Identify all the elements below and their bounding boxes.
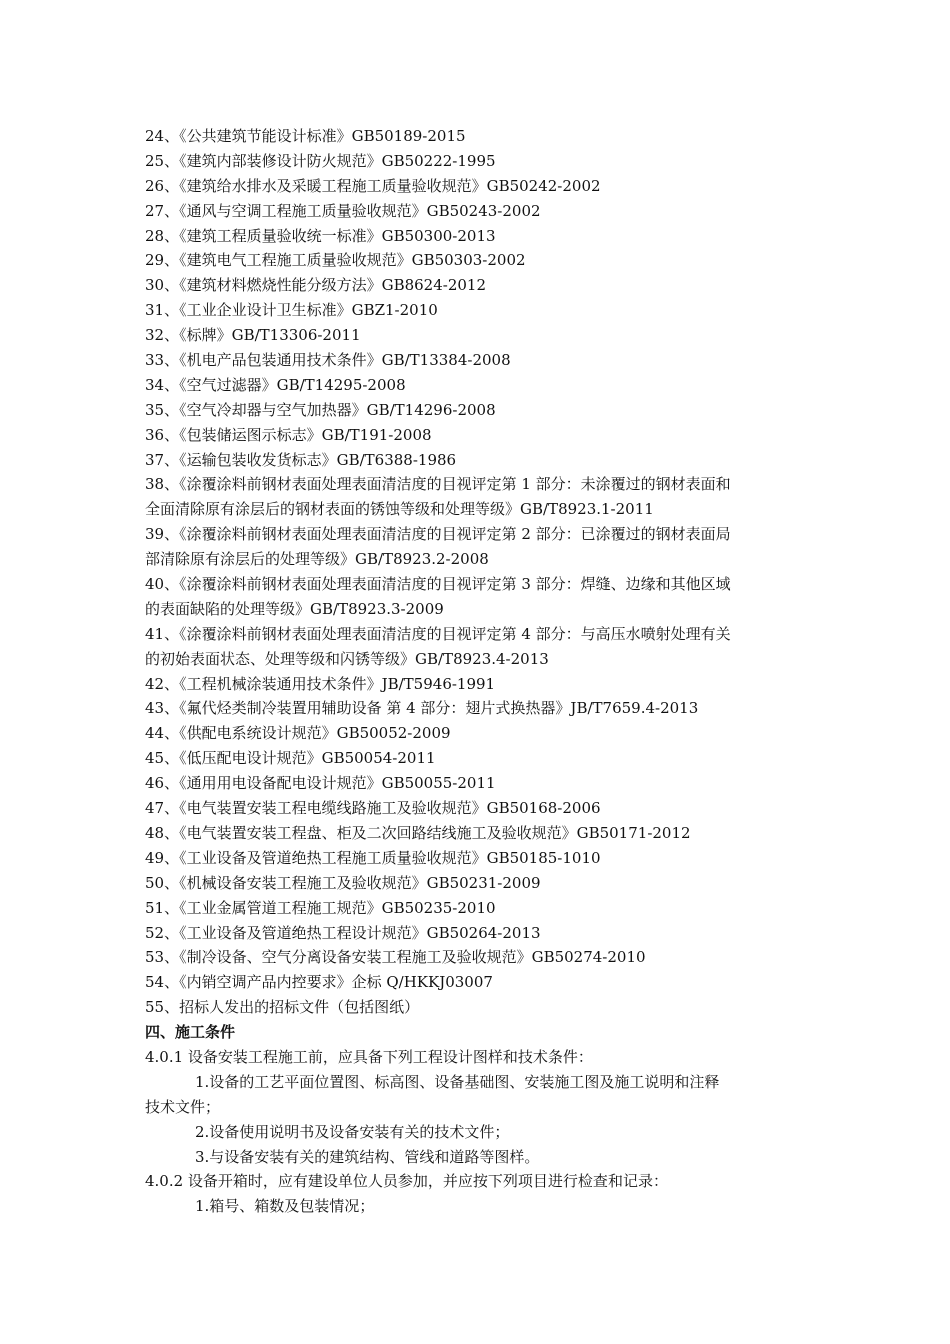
list-item: 42、《工程机械涂装通用技术条件》JB/T5946-1991 bbox=[145, 674, 496, 693]
list-item: 26、《建筑给水排水及采暖工程施工质量验收规范》GB50242-2002 bbox=[145, 176, 601, 195]
section-heading: 四、施工条件 bbox=[145, 1023, 236, 1042]
list-item: 51、《工业金属管道工程施工规范》GB50235-2010 bbox=[145, 898, 496, 917]
document-body bbox=[145, 124, 813, 1219]
list-item: 47、《电气装置安装工程电缆线路施工及验收规范》GB50168-2006 bbox=[145, 799, 601, 818]
list-item: 43、《氟代烃类制冷装置用辅助设备 第 4 部分：翅片式换热器》JB/T7659.4-2013 bbox=[145, 699, 699, 718]
clause-subitem: 1.设备的工艺平面位置图、标高图、设备基础图、安装施工图及施工说明和注释 bbox=[195, 1072, 720, 1091]
clause-subitem: 2.设备使用说明书及设备安装有关的技术文件； bbox=[195, 1122, 510, 1141]
list-item: 45、《低压配电设计规范》GB50054-2011 bbox=[145, 749, 436, 768]
list-item-continuation: 部清除原有涂层后的处理等级》GB/T8923.2-2008 bbox=[145, 550, 489, 569]
list-item-continuation: 的初始表面状态、处理等级和闪锈等级》GB/T8923.4-2013 bbox=[145, 649, 549, 668]
clause-text: 4.0.1 设备安装工程施工前，应具备下列工程设计图样和技术条件： bbox=[145, 1047, 593, 1066]
list-item: 48、《电气装置安装工程盘、柜及二次回路结线施工及验收规范》GB50171-2012 bbox=[145, 823, 691, 842]
list-item: 27、《通风与空调工程施工质量验收规范》GB50243-2002 bbox=[145, 201, 541, 220]
list-item: 30、《建筑材料燃烧性能分级方法》GB8624-2012 bbox=[145, 276, 487, 295]
list-item: 28、《建筑工程质量验收统一标准》GB50300-2013 bbox=[145, 226, 496, 245]
list-item: 53、《制冷设备、空气分离设备安装工程施工及验收规范》GB50274-2010 bbox=[145, 948, 646, 967]
list-item: 34、《空气过滤器》GB/T14295-2008 bbox=[145, 375, 406, 394]
list-item: 49、《工业设备及管道绝热工程施工质量验收规范》GB50185-1010 bbox=[145, 848, 601, 867]
list-item: 40、《涂覆涂料前钢材表面处理表面清洁度的目视评定第 3 部分：焊缝、边缘和其他区域 bbox=[145, 575, 731, 594]
list-item: 41、《涂覆涂料前钢材表面处理表面清洁度的目视评定第 4 部分：与高压水喷射处理有关 bbox=[145, 624, 731, 643]
list-item: 44、《供配电系统设计规范》GB50052-2009 bbox=[145, 724, 451, 743]
list-item: 39、《涂覆涂料前钢材表面处理表面清洁度的目视评定第 2 部分：已涂覆过的钢材表面局 bbox=[145, 525, 731, 544]
list-item: 38、《涂覆涂料前钢材表面处理表面清洁度的目视评定第 1 部分：未涂覆过的钢材表面和 bbox=[145, 475, 731, 494]
clause-subitem: 1.箱号、箱数及包装情况； bbox=[195, 1197, 375, 1216]
list-item: 35、《空气冷却器与空气加热器》GB/T14296-2008 bbox=[145, 400, 496, 419]
list-item: 32、《标牌》GB/T13306-2011 bbox=[145, 326, 361, 345]
list-item: 36、《包装储运图示标志》GB/T191-2008 bbox=[145, 425, 432, 444]
list-item: 33、《机电产品包装通用技术条件》GB/T13384-2008 bbox=[145, 351, 511, 370]
clause-text: 4.0.2 设备开箱时，应有建设单位人员参加，并应按下列项目进行检查和记录： bbox=[145, 1172, 668, 1191]
list-item: 29、《建筑电气工程施工质量验收规范》GB50303-2002 bbox=[145, 251, 526, 270]
list-item: 46、《通用用电设备配电设计规范》GB50055-2011 bbox=[145, 774, 496, 793]
list-item: 54、《内销空调产品内控要求》企标 Q/HKKJ03007 bbox=[145, 973, 493, 992]
list-item: 52、《工业设备及管道绝热工程设计规范》GB50264-2013 bbox=[145, 923, 541, 942]
list-item-continuation: 的表面缺陷的处理等级》GB/T8923.3-2009 bbox=[145, 599, 444, 618]
clause-subitem: 3.与设备安装有关的建筑结构、管线和道路等图样。 bbox=[195, 1147, 540, 1166]
list-item-continuation: 全面清除原有涂层后的钢材表面的锈蚀等级和处理等级》GB/T8923.1-2011 bbox=[145, 500, 654, 519]
list-item: 50、《机械设备安装工程施工及验收规范》GB50231-2009 bbox=[145, 873, 541, 892]
clause-subitem-continuation: 技术文件； bbox=[145, 1097, 221, 1116]
list-item: 24、《公共建筑节能设计标准》GB50189-2015 bbox=[145, 127, 466, 145]
list-item: 55、招标人发出的招标文件（包括图纸） bbox=[145, 998, 420, 1017]
list-item: 37、《运输包装收发货标志》GB/T6388-1986 bbox=[145, 450, 457, 469]
list-item: 31、《工业企业设计卫生标准》GBZ1-2010 bbox=[145, 301, 438, 320]
list-item: 25、《建筑内部装修设计防火规范》GB50222-1995 bbox=[145, 151, 496, 170]
